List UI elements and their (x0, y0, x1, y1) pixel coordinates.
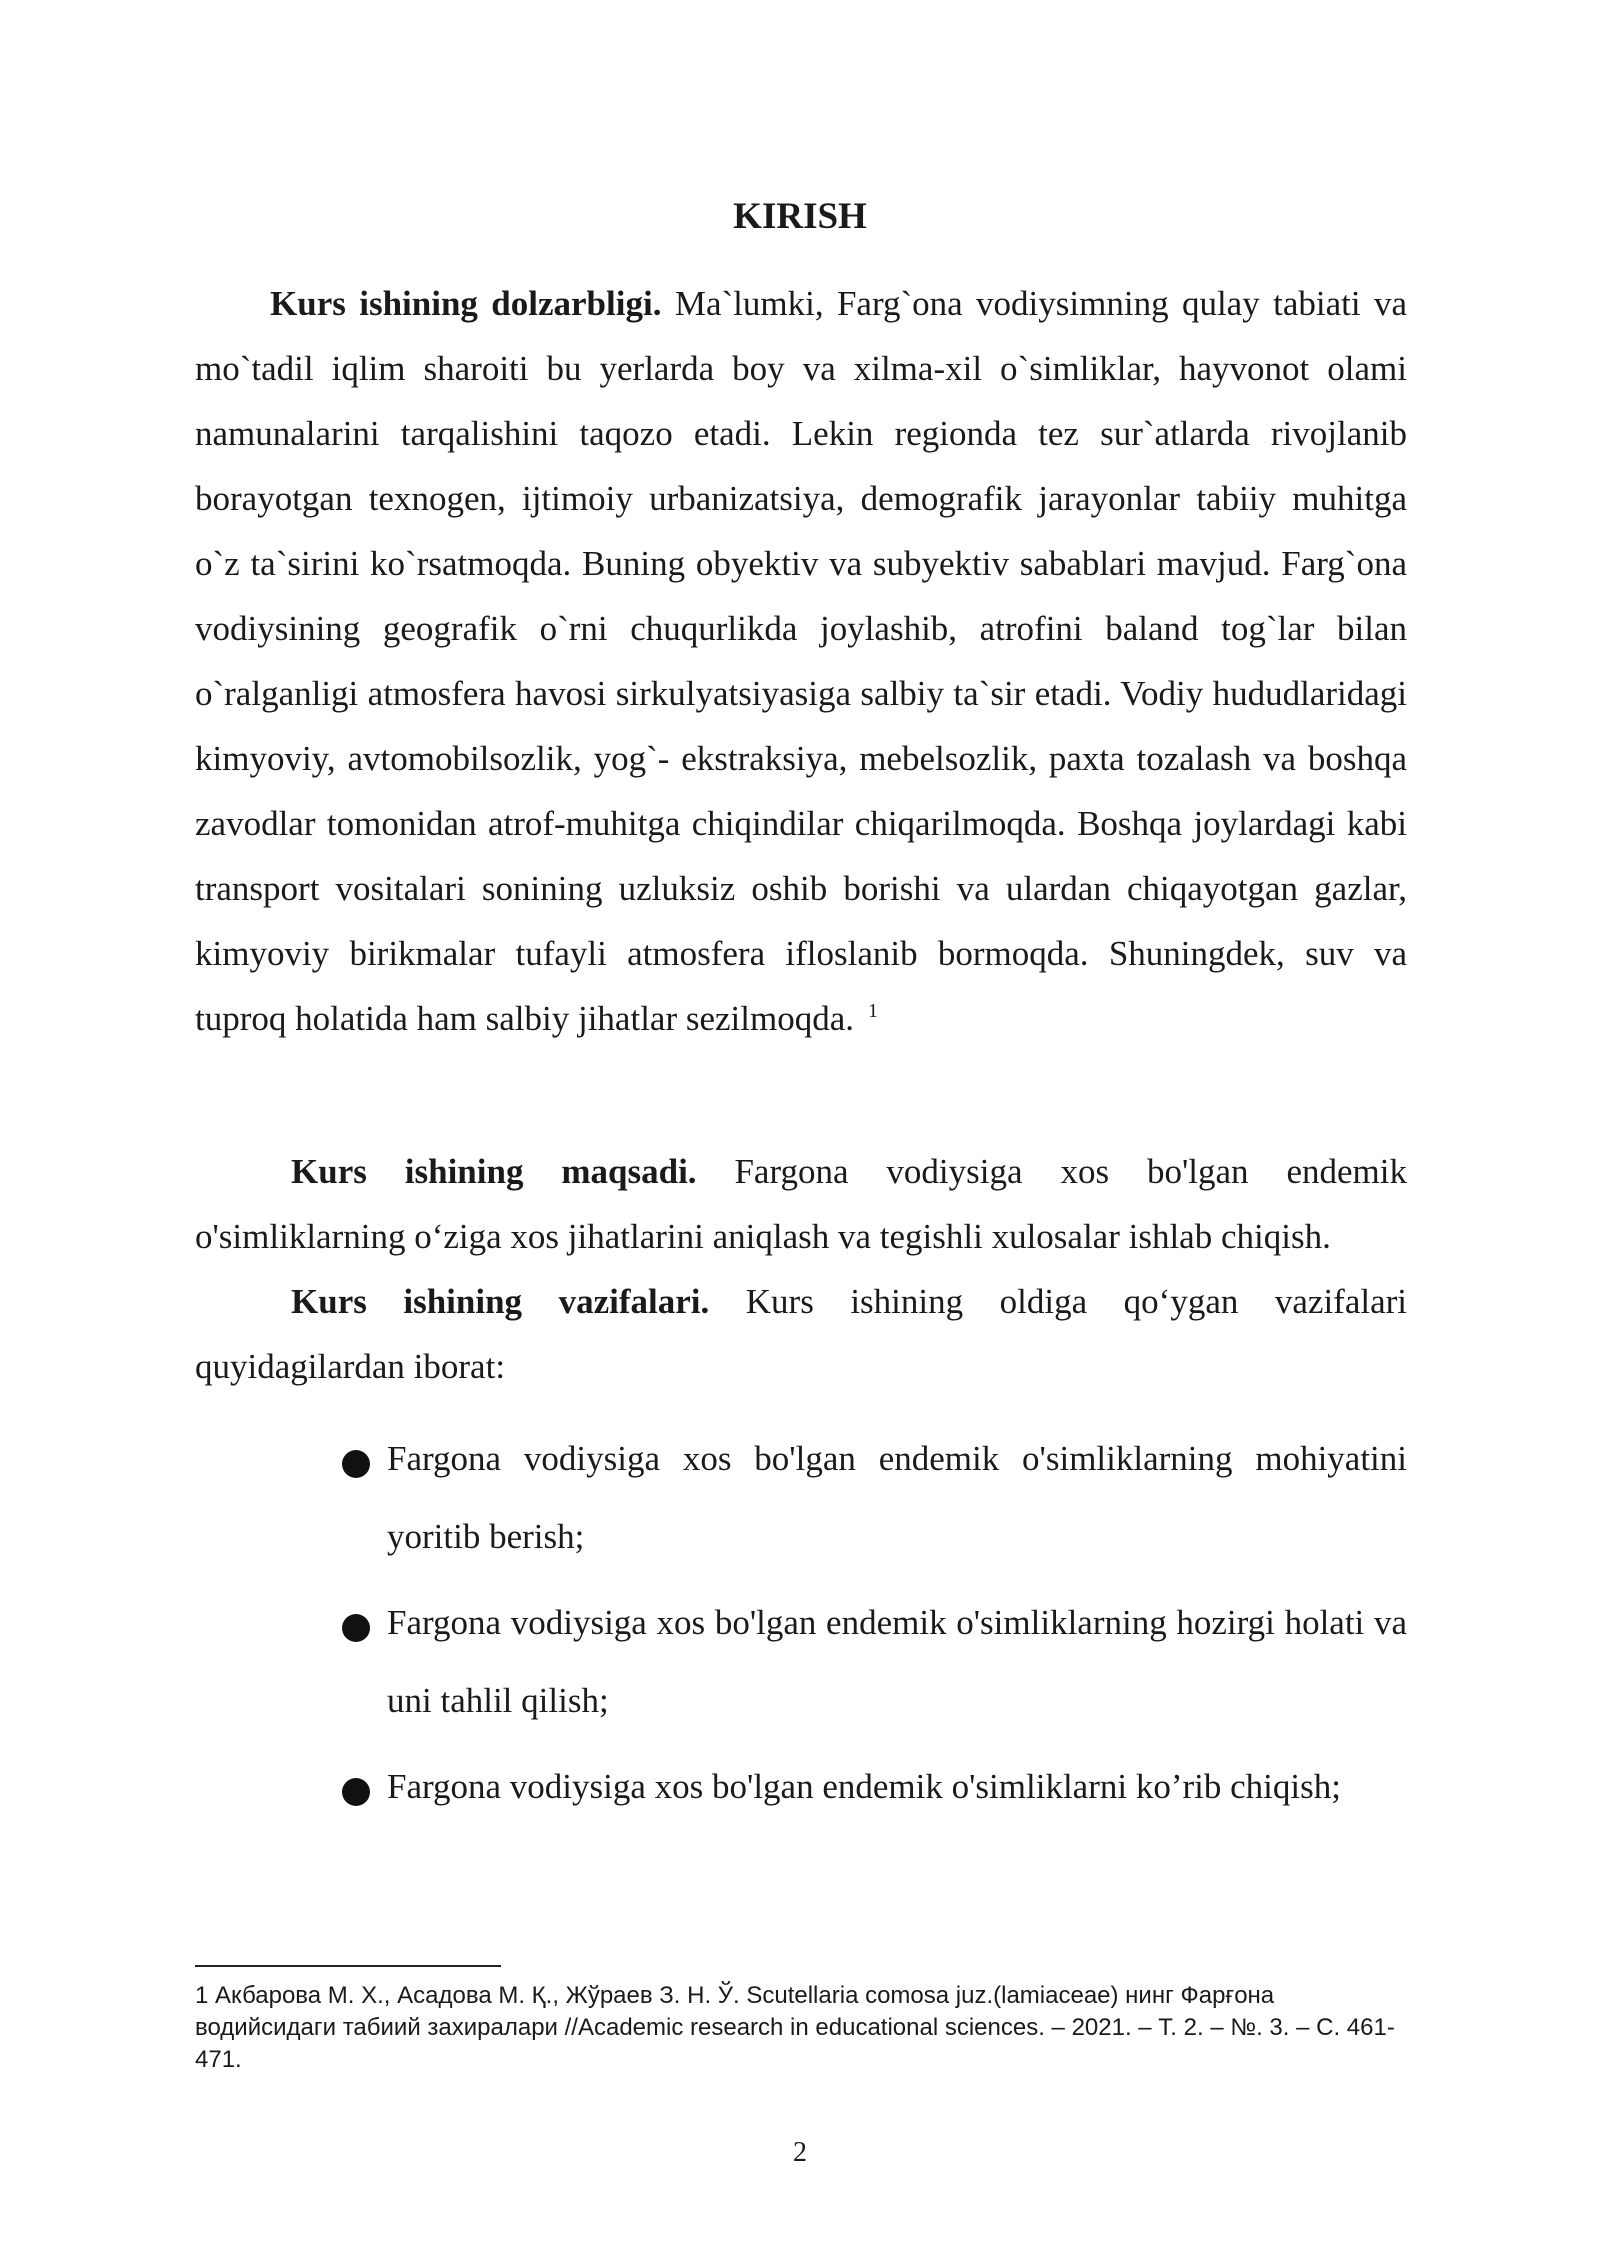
paragraph-tasks (195, 1269, 1407, 1399)
list-item-text: Fargona vodiysiga xos bo'lgan endemik o'simliklarning hozirgi holati va uni tahlil qilish; (387, 1603, 1407, 1720)
list-item (340, 1420, 1407, 1576)
bullet-icon (342, 1778, 370, 1806)
goal-lead: Kurs ishining maqsadi. (291, 1152, 697, 1191)
footnote-reference[interactable]: 1 (868, 1000, 879, 1023)
relevance-text: Ma`lumki, Farg`ona vodiysimning qulay tabiati va mo`tadil iqlim sharoiti bu yerlarda boy va xilma-xil o`simliklar, hayvonot olami namunalarini tarqalishini taqozo etadi. Lekin regionda tez sur`atlarda rivojlanib borayotgan texnogen, ijtimoiy urbanizatsiya, demografik jarayonlar tabiiy muhitga o`z ta`sirini ko`rsatmoqda. Buning obyektiv va subyektiv sabablari mavjud. Farg`ona vodiysining geografik o`rni chuqurlikda joylashib, atrofini baland tog`lar bilan o`ralganligi atmosfera havosi sirkulyatsiyasiga salbiy ta`sir etadi. Vodiy hududlaridagi kimyoviy, avtomobilsozlik, yog`- ekstraksiya, mebelsozlik, paxta tozalash va boshqa zavodlar tomonidan atrof-muhitga chiqindilar chiqarilmoqda. Boshqa joylardagi kabi transport vositalari sonining uzluksiz oshib borishi va ulardan chiqayotgan gazlar, kimyoviy birikmalar tufayli atmosfera ifloslanib bormoqda. Shuningdek, suv va tuproq holatida ham salbiy jihatlar sezilmoqda. (195, 284, 1407, 1038)
tasks-lead: Kurs ishining vazifalari. (291, 1282, 710, 1321)
list-item-text: Fargona vodiysiga xos bo'lgan endemik o'simliklarni ko’rib chiqish; (387, 1767, 1341, 1806)
paragraph-goal (195, 1139, 1407, 1269)
relevance-lead: Kurs ishining dolzarbligi. (270, 284, 662, 323)
bullet-icon (342, 1614, 370, 1642)
tasks-text: Kurs ishining oldiga qo‘ygan vazifalari quyidagilardan iborat: (195, 1282, 1407, 1386)
bullet-icon (342, 1450, 370, 1478)
section-heading: KIRISH (733, 196, 867, 237)
list-item (340, 1748, 1407, 1826)
page-number: 2 (793, 2137, 807, 2168)
list-item (340, 1584, 1407, 1740)
list-item-text: Fargona vodiysiga xos bo'lgan endemik o'simliklarning mohiyatini yoritib berish; (387, 1439, 1407, 1556)
goal-text: Fargona vodiysiga xos bo'lgan endemik o'simliklarning o‘ziga xos jihatlarini aniqlash va tegishli xulosalar ishlab chiqish. (195, 1152, 1407, 1256)
footnote (195, 1980, 1410, 2076)
footnote-divider (195, 1965, 501, 1967)
paragraph-relevance (195, 271, 1407, 1051)
footnote-text: Акбарова М. Х., Асадова М. Қ., Жўраев З. Н. Ў. Scutellaria comosa juz.(lamiaceae) нинг Фарғона водийсидаги табиий захиралари //Academic research in educational sciences. – 2021. – Т. 2. – №. 3. – С. 461-471. (195, 1982, 1395, 2073)
task-list (340, 1420, 1407, 1834)
footnote-number: 1 (195, 1982, 209, 2009)
